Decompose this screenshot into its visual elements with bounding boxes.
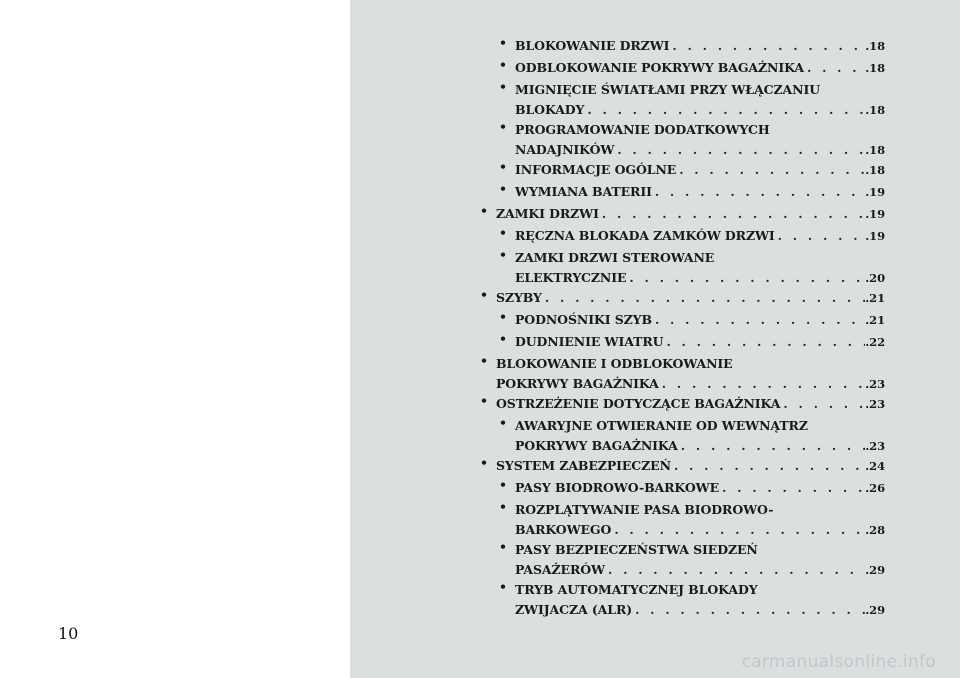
- toc-entry[interactable]: [480, 499, 885, 539]
- watermark: carmanualsonline.info: [741, 652, 936, 672]
- bullet-icon: •: [480, 203, 488, 218]
- toc-entry-title: ZAMKI DRZWI STEROWANE: [515, 250, 715, 265]
- toc-page-number: .21: [865, 291, 885, 305]
- dot-leader: [655, 181, 865, 203]
- toc-entry[interactable]: [480, 203, 885, 225]
- dot-leader: [666, 331, 865, 353]
- toc-entry[interactable]: [480, 477, 885, 499]
- toc-page-number: .24: [865, 459, 885, 473]
- bullet-icon: •: [480, 455, 488, 470]
- toc-page-number: .22: [865, 335, 885, 349]
- toc-page-number: .19: [865, 185, 885, 199]
- toc-entry[interactable]: [480, 57, 885, 79]
- right-page: [350, 0, 960, 678]
- toc-entry-title: ODBLOKOWANIE POKRYWY BAGAŻNIKA: [515, 60, 804, 75]
- toc-entry[interactable]: [480, 159, 885, 181]
- toc-entry-title: ZWIJACZA (ALR): [515, 602, 633, 617]
- dot-leader: [662, 375, 865, 393]
- toc-page-number: .26: [865, 481, 885, 495]
- toc-page-number: .20: [865, 271, 885, 285]
- toc-entry-title: BLOKADY: [515, 102, 585, 117]
- bullet-icon: •: [499, 35, 507, 50]
- bullet-icon: •: [499, 499, 507, 514]
- dot-leader: [617, 141, 865, 159]
- bullet-icon: •: [499, 57, 507, 72]
- toc-entry-title: WYMIANA BATERII: [515, 184, 652, 199]
- toc-page-number: .23: [865, 377, 885, 391]
- toc-entry-title: TRYB AUTOMATYCZNEJ BLOKADY: [515, 582, 758, 597]
- toc-entry[interactable]: [480, 225, 885, 247]
- toc-entry[interactable]: [480, 119, 885, 159]
- toc-entry-title: MIGNIĘCIE ŚWIATŁAMI PRZY WŁĄCZANIU: [515, 82, 821, 97]
- toc-entry-title: RĘCZNA BLOKADA ZAMKÓW DRZWI: [515, 228, 775, 243]
- toc-page-number: .18: [865, 143, 885, 157]
- bullet-icon: •: [499, 331, 507, 346]
- toc-entry-title: NADAJNIKÓW: [515, 142, 615, 157]
- dot-leader: [681, 437, 865, 455]
- toc-page-number: .28: [865, 523, 885, 537]
- dot-leader: [655, 309, 865, 331]
- bullet-icon: •: [499, 225, 507, 240]
- toc-page-number: .29: [865, 603, 885, 617]
- dot-leader: [722, 477, 865, 499]
- dot-leader: [608, 561, 865, 579]
- toc-page-number: .19: [865, 207, 885, 221]
- toc-entry[interactable]: [480, 393, 885, 415]
- bullet-icon: •: [499, 247, 507, 262]
- bullet-icon: •: [499, 181, 507, 196]
- dot-leader: [614, 521, 865, 539]
- bullet-icon: •: [499, 477, 507, 492]
- toc-entry-title: PASAŻERÓW: [515, 562, 605, 577]
- toc-entry-title: ELEKTRYCZNIE: [515, 270, 627, 285]
- toc-entry-title: PROGRAMOWANIE DODATKOWYCH: [515, 122, 770, 137]
- page-number: 10: [58, 624, 79, 643]
- toc-entry-title: PODNOŚNIKI SZYB: [515, 312, 652, 327]
- toc-entry[interactable]: [480, 579, 885, 619]
- dot-leader: [672, 35, 865, 57]
- toc-entry[interactable]: [480, 247, 885, 287]
- dot-leader: [635, 601, 865, 619]
- bullet-icon: •: [480, 393, 488, 408]
- toc-page-number: .19: [865, 229, 885, 243]
- bullet-icon: •: [480, 353, 488, 368]
- toc-entry[interactable]: [480, 79, 885, 119]
- toc-entry-title: BLOKOWANIE DRZWI: [515, 38, 670, 53]
- bullet-icon: •: [499, 415, 507, 430]
- toc-entry-title: SZYBY: [496, 290, 542, 305]
- toc-entry[interactable]: [480, 455, 885, 477]
- toc-page-number: .21: [865, 313, 885, 327]
- table-of-contents: [480, 35, 885, 619]
- toc-entry-title: AWARYJNE OTWIERANIE OD WEWNĄTRZ: [515, 418, 808, 433]
- bullet-icon: •: [499, 79, 507, 94]
- toc-entry[interactable]: [480, 331, 885, 353]
- toc-entry-title: PASY BIODROWO-BARKOWE: [515, 480, 720, 495]
- toc-entry-title: POKRYWY BAGAŻNIKA: [496, 376, 659, 391]
- toc-page-number: .18: [865, 163, 885, 177]
- bullet-icon: •: [499, 159, 507, 174]
- dot-leader: [629, 269, 865, 287]
- toc-entry[interactable]: [480, 181, 885, 203]
- dot-leader: [783, 393, 865, 415]
- toc-page-number: .23: [865, 439, 885, 453]
- toc-entry-title: ROZPLĄTYWANIE PASA BIODROWO-: [515, 502, 774, 517]
- toc-page-number: .29: [865, 563, 885, 577]
- toc-entry[interactable]: [480, 309, 885, 331]
- toc-entry-title: ZAMKI DRZWI: [496, 206, 599, 221]
- toc-entry[interactable]: [480, 415, 885, 455]
- toc-page-number: .18: [865, 103, 885, 117]
- toc-page-number: .18: [865, 39, 885, 53]
- toc-entry-title: INFORMACJE OGÓLNE: [515, 162, 677, 177]
- toc-entry-title: SYSTEM ZABEZPIECZEŃ: [496, 458, 671, 473]
- toc-entry-title: PASY BEZPIECZEŃSTWA SIEDZEŃ: [515, 542, 758, 557]
- toc-entry-title: BARKOWEGO: [515, 522, 612, 537]
- bullet-icon: •: [480, 287, 488, 302]
- dot-leader: [587, 101, 865, 119]
- bullet-icon: •: [499, 539, 507, 554]
- toc-entry-title: POKRYWY BAGAŻNIKA: [515, 438, 678, 453]
- dot-leader: [778, 225, 866, 247]
- left-page: [0, 0, 350, 678]
- dot-leader: [807, 57, 865, 79]
- toc-entry[interactable]: [480, 287, 885, 309]
- dot-leader: [674, 455, 865, 477]
- toc-entry-title: DUDNIENIE WIATRU: [515, 334, 664, 349]
- dot-leader: [545, 287, 865, 309]
- bullet-icon: •: [499, 309, 507, 324]
- toc-entry-title: BLOKOWANIE I ODBLOKOWANIE: [496, 356, 733, 371]
- dot-leader: [679, 159, 865, 181]
- toc-entry-title: OSTRZEŻENIE DOTYCZĄCE BAGAŻNIKA: [496, 396, 781, 411]
- dot-leader: [602, 203, 865, 225]
- toc-entry[interactable]: [480, 35, 885, 57]
- bullet-icon: •: [499, 119, 507, 134]
- toc-entry[interactable]: [480, 353, 885, 393]
- toc-entry[interactable]: [480, 539, 885, 579]
- toc-page-number: .18: [865, 61, 885, 75]
- bullet-icon: •: [499, 579, 507, 594]
- toc-page-number: .23: [865, 397, 885, 411]
